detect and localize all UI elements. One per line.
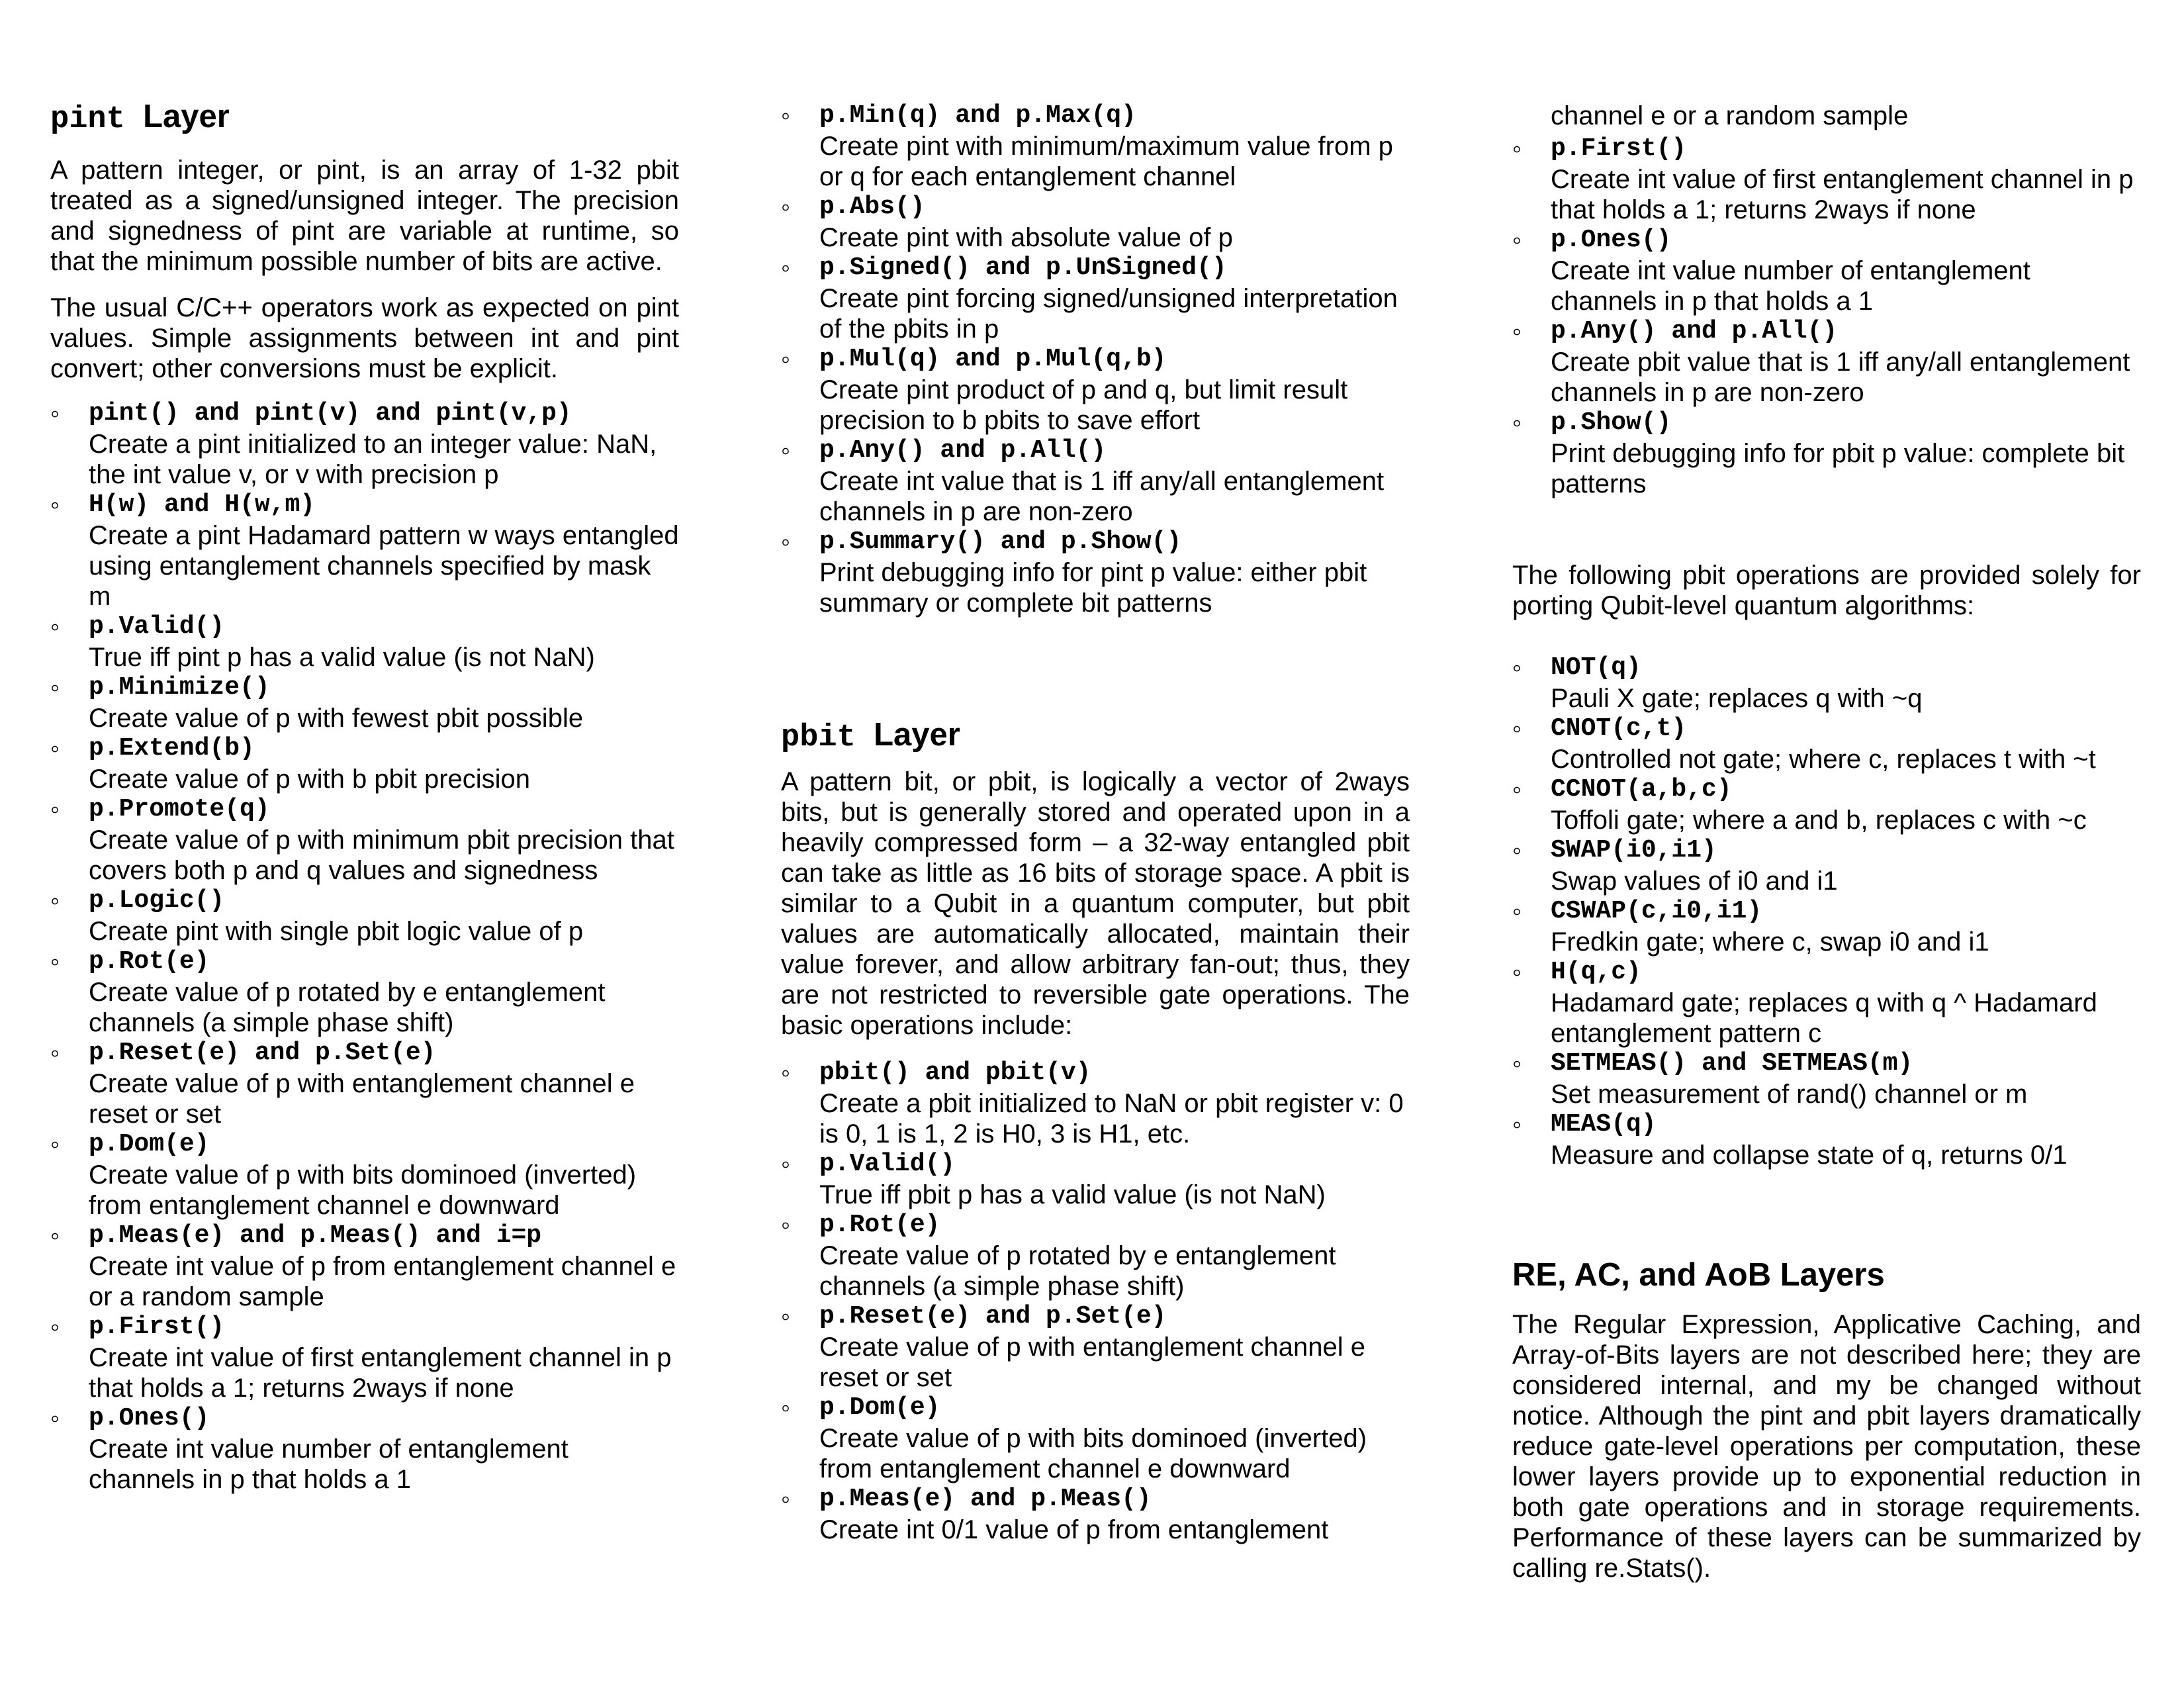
pbit-operations-list-continued xyxy=(1512,134,2141,499)
item-signature: ◦ p.Mul(q) and p.Mul(q,b) xyxy=(819,345,1167,373)
item-description: Create value of p rotated by e entanglement channels (a simple phase shift) xyxy=(89,978,606,1037)
list-item xyxy=(50,399,679,490)
item-signature: ◦ p.Signed() and p.UnSigned() xyxy=(819,254,1227,282)
list-item xyxy=(50,612,679,673)
list-item xyxy=(1512,225,2141,316)
item-description: Create int value number of entanglement channels in p that holds a 1 xyxy=(89,1434,569,1494)
item-signature: ◦ p.Reset(e) and p.Set(e) xyxy=(819,1302,1167,1331)
pbit-intro-paragraph: A pattern bit, or pbit, is logically a vector of 2ways bits, but is generally stored and operated upon in a heavily compressed form – a 32-way entangled pbit can take as little as 16 bits of storage space. A pbit is similar to a Qubit in a quantum computer, but pbit values are automatically allocated, maintain their value forever, and allow arbitrary fan-out; thus, they are not restricted to reversible gate operations. The basic operations include: xyxy=(781,767,1410,1040)
list-item xyxy=(50,947,679,1038)
item-description: Pauli X gate; replaces q with ~q xyxy=(1551,684,1923,713)
list-item xyxy=(781,1301,1410,1393)
list-item xyxy=(50,1129,679,1221)
list-item xyxy=(781,344,1410,436)
item-description: Create pint with absolute value of p xyxy=(819,223,1233,252)
item-description: Create value of p with bits dominoed (inverted) from entanglement channel e downward xyxy=(819,1424,1367,1483)
item-description: Create int value of first entanglement channel in p that holds a 1; returns 2ways if none xyxy=(89,1343,672,1403)
list-item xyxy=(1512,316,2141,408)
list-item xyxy=(50,733,679,794)
item-signature: ◦ SETMEAS() and SETMEAS(m) xyxy=(1551,1049,1913,1078)
list-item xyxy=(1512,653,2141,714)
list-item xyxy=(1512,774,2141,835)
list-item xyxy=(50,673,679,733)
item-description: Create a pint Hadamard pattern w ways entangled using entanglement channels specified by mask m xyxy=(89,521,679,611)
list-item xyxy=(1512,835,2141,896)
item-signature: ◦ H(q,c) xyxy=(1551,958,1641,986)
list-item xyxy=(781,1210,1410,1301)
item-description: Create value of p with entanglement channel e reset or set xyxy=(89,1069,635,1129)
item-description: Create pint with minimum/maximum value from p or q for each entanglement channel xyxy=(819,132,1393,191)
item-description: Fredkin gate; where c, swap i0 and i1 xyxy=(1551,927,1989,957)
item-signature: ◦ CNOT(c,t) xyxy=(1551,714,1687,743)
item-signature: ◦ p.Abs() xyxy=(819,193,925,221)
item-description: Create pint with single pbit logic value of p xyxy=(89,917,584,946)
pbit-operations-list xyxy=(781,1058,1410,1545)
item-description: Controlled not gate; where c, replaces t with ~t xyxy=(1551,745,2096,774)
item-description: Measure and collapse state of q, returns 0/1 xyxy=(1551,1141,2068,1170)
item-signature: ◦ NOT(q) xyxy=(1551,653,1641,682)
item-signature: ◦ p.Extend(b) xyxy=(89,734,255,763)
list-item xyxy=(50,1312,679,1403)
item-signature: ◦ H(w) and H(w,m) xyxy=(89,491,316,519)
item-signature: ◦ p.Reset(e) and p.Set(e) xyxy=(89,1039,436,1067)
item-description: Toffoli gate; where a and b, replaces c with ~c xyxy=(1551,806,2087,835)
item-signature: ◦ p.Rot(e) xyxy=(89,947,210,976)
item-description: Create value of p with entanglement channel e reset or set xyxy=(819,1333,1365,1392)
list-item xyxy=(781,101,1410,192)
item-signature: ◦ p.Show() xyxy=(1551,408,1672,437)
list-item xyxy=(1512,408,2141,499)
item-signature: ◦ p.Any() and p.All() xyxy=(819,436,1107,465)
pbit-layer-heading: pbit Layer xyxy=(781,717,960,755)
item-signature: ◦ pbit() and pbit(v) xyxy=(819,1058,1091,1087)
item-description: Create value of p with minimum pbit precision that covers both p and q values and signedness xyxy=(89,825,674,885)
item-description: Create value of p with b pbit precision xyxy=(89,765,531,794)
list-item xyxy=(1512,714,2141,774)
item-signature: ◦ p.Minimize() xyxy=(89,673,270,702)
item-description: Create value of p with bits dominoed (inverted) from entanglement channel e downward xyxy=(89,1160,637,1220)
list-item xyxy=(1512,134,2141,225)
item-signature: ◦ p.Min(q) and p.Max(q) xyxy=(819,101,1136,130)
item-description: Create int 0/1 value of p from entanglement xyxy=(819,1515,1329,1544)
item-description: Create int value that is 1 iff any/all entanglement channels in p are non-zero xyxy=(819,467,1385,526)
pint-operators-paragraph: The usual C/C++ operators work as expected on pint values. Simple assignments between int and pint convert; other conversions must be explicit. xyxy=(50,293,679,383)
list-item xyxy=(50,490,679,612)
list-item xyxy=(50,1038,679,1129)
list-item xyxy=(781,527,1410,618)
item-signature: ◦ p.Promote(q) xyxy=(89,795,270,823)
item-signature: ◦ p.Ones() xyxy=(1551,226,1672,254)
porting-intro-paragraph: The following pbit operations are provided solely for porting Qubit-level quantum algorithms: xyxy=(1512,561,2141,620)
list-item xyxy=(781,192,1410,253)
pint-layer-heading: pint Layer xyxy=(50,99,230,137)
item-description: Create pint product of p and q, but limit result precision to b pbits to save effort xyxy=(819,375,1348,435)
item-description: Create value of p rotated by e entanglement channels (a simple phase shift) xyxy=(819,1241,1336,1301)
list-item xyxy=(1512,1109,2141,1170)
list-item xyxy=(781,436,1410,527)
item-description: Print debugging info for pbit p value: complete bit patterns xyxy=(1551,439,2125,498)
quantum-gate-list xyxy=(1512,653,2141,1170)
item-signature: ◦ p.Meas(e) and p.Meas() xyxy=(819,1485,1152,1513)
item-description: Create int value number of entanglement channels in p that holds a 1 xyxy=(1551,256,2030,316)
item-signature: ◦ p.Valid() xyxy=(89,612,225,641)
item-signature: ◦ p.Rot(e) xyxy=(819,1211,940,1239)
list-item xyxy=(1512,957,2141,1049)
list-item xyxy=(781,1058,1410,1149)
item-description: Set measurement of rand() channel or m xyxy=(1551,1080,2028,1109)
lower-layers-paragraph: The Regular Expression, Applicative Caching, and Array-of-Bits layers are not described here; they are considered internal, and my be changed without notice. Although the pint and pbit layers dramatically reduce gate-level operations per computation, these lower layers provide up to exponential reduction in both gate operations and in storage requirements. Performance of these layers can be summarized by calling re.Stats(). xyxy=(1512,1310,2141,1583)
item-signature: ◦ pint() and pint(v) and pint(v,p) xyxy=(89,399,572,428)
list-item xyxy=(1512,896,2141,957)
item-description: Hadamard gate; replaces q with q ^ Hadamard entanglement pattern c xyxy=(1551,988,2097,1048)
pint-operations-list xyxy=(50,399,679,1495)
item-description: Swap values of i0 and i1 xyxy=(1551,867,1838,896)
item-description: True iff pbit p has a valid value (is not NaN) xyxy=(819,1180,1326,1209)
continuation-text: channel e or a random sample xyxy=(1551,101,1909,130)
item-signature: ◦ p.Dom(e) xyxy=(89,1130,210,1158)
pint-intro-paragraph: A pattern integer, or pint, is an array of 1-32 pbit treated as a signed/unsigned integer. The precision and signedness of pint are variable at runtime, so that the minimum possible number of bits are active. xyxy=(50,156,679,276)
item-description: Create value of p with fewest pbit possible xyxy=(89,704,584,733)
list-item xyxy=(50,1221,679,1312)
re-ac-aob-layers-heading: RE, AC, and AoB Layers xyxy=(1512,1257,1885,1293)
item-signature: ◦ p.Ones() xyxy=(89,1404,210,1432)
list-item xyxy=(50,794,679,886)
item-signature: ◦ SWAP(i0,i1) xyxy=(1551,836,1717,865)
item-signature: ◦ p.Dom(e) xyxy=(819,1393,940,1422)
item-description: Create a pint initialized to an integer value: NaN, the int value v, or v with precision p xyxy=(89,430,657,489)
list-item xyxy=(781,1149,1410,1210)
item-signature: ◦ p.Valid() xyxy=(819,1150,956,1178)
item-signature: ◦ p.First() xyxy=(89,1313,225,1341)
item-description: Create pint forcing signed/unsigned interpretation of the pbits in p xyxy=(819,284,1398,344)
list-item xyxy=(781,1393,1410,1484)
item-description: Create a pbit initialized to NaN or pbit register v: 0 is 0, 1 is 1, 2 is H0, 3 is H1, etc. xyxy=(819,1089,1404,1149)
item-description: Print debugging info for pint p value: either pbit summary or complete bit patterns xyxy=(819,558,1367,618)
item-signature: ◦ CCNOT(a,b,c) xyxy=(1551,775,1732,804)
list-item xyxy=(50,886,679,947)
item-description: True iff pint p has a valid value (is not NaN) xyxy=(89,643,595,672)
item-description: Create pbit value that is 1 iff any/all entanglement channels in p are non-zero xyxy=(1551,348,2130,407)
item-signature: ◦ p.Meas(e) and p.Meas() and i=p xyxy=(89,1221,542,1250)
pint-operations-list-continued xyxy=(781,101,1410,618)
list-item xyxy=(781,253,1410,344)
list-item xyxy=(1512,1049,2141,1109)
item-signature: ◦ p.Logic() xyxy=(89,886,225,915)
item-description: Create int value of first entanglement channel in p that holds a 1; returns 2ways if none xyxy=(1551,165,2134,224)
list-item xyxy=(781,1484,1410,1545)
item-signature: ◦ p.Any() and p.All() xyxy=(1551,317,1838,346)
item-signature: ◦ MEAS(q) xyxy=(1551,1110,1657,1139)
item-signature: ◦ CSWAP(c,i0,i1) xyxy=(1551,897,1762,925)
item-description: Create int value of p from entanglement channel e or a random sample xyxy=(89,1252,676,1311)
item-signature: ◦ p.Summary() and p.Show() xyxy=(819,528,1182,556)
item-signature: ◦ p.First() xyxy=(1551,134,1687,163)
list-item xyxy=(50,1403,679,1495)
